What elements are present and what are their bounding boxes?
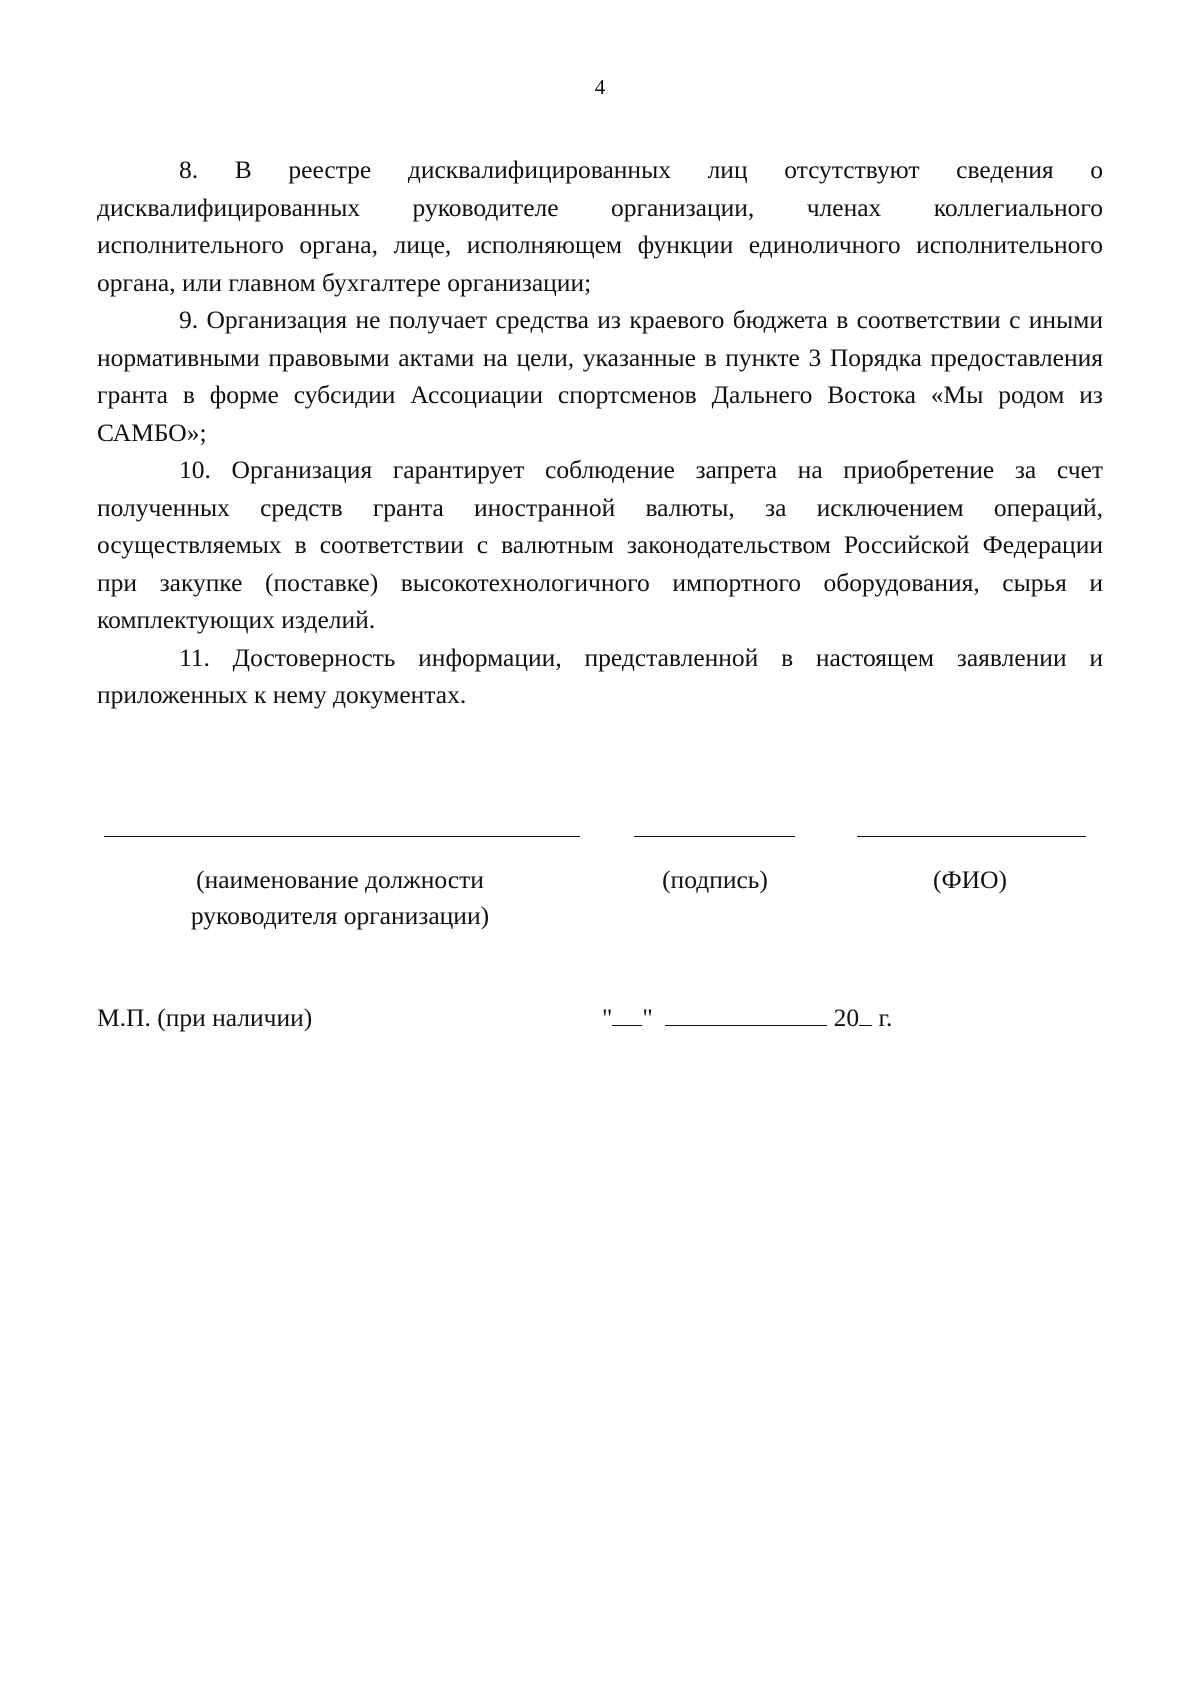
- date-close-quote: ": [642, 1003, 653, 1032]
- date-field: [602, 1003, 892, 1033]
- date-open-quote: ": [602, 1003, 613, 1032]
- paragraph-8: 8. В реестре дисквалифицированных лиц отсутствуют сведения о дисквалифицированных руководителе организации, членах коллегиального исполнительного органа, лице, исполняющем функции единоличного исполнительного органа, или главном бухгалтере организации;: [97, 155, 1103, 297]
- paragraph-10: 10. Организация гарантирует соблюдение запрета на приобретение за счет полученных средств гранта иностранной валюты, за исключением операций, осуществляемых в соответствии с валютным законодательством Российской Федерации при закупке (поставке) высокотехнологичного импортного оборудования, сырья и комплектующих изделий.: [97, 455, 1103, 634]
- year-prefix: 20: [833, 1003, 860, 1032]
- position-caption-line-1: (наименование должности: [196, 865, 484, 894]
- signature-line: [634, 836, 795, 837]
- name-caption: (ФИО): [933, 865, 1007, 894]
- day-blank: [612, 1003, 642, 1026]
- month-blank: [665, 1003, 827, 1026]
- paragraph-9: 9. Организация не получает средства из краевого бюджета в соответствии с иными нормативными правовыми актами на цели, указанные в пункте 3 Порядка предоставления гранта в форме субсидии Ассоциации спортсменов Дальнего Востока «Мы родом из САМБО»;: [97, 305, 1103, 447]
- name-signature-line: [857, 836, 1086, 837]
- year-suffix: г.: [872, 1003, 893, 1032]
- paragraph-11: 11. Достоверность информации, представленной в настоящем заявлении и приложенных к нему документах.: [97, 642, 1103, 709]
- position-caption-line-2: руководителя организации): [190, 901, 490, 930]
- signature-caption: (подпись): [662, 865, 768, 894]
- stamp-label: М.П. (при наличии): [97, 1003, 313, 1032]
- position-caption: [150, 862, 530, 934]
- year-blank: [859, 1003, 872, 1026]
- document-body: [97, 151, 1103, 714]
- position-signature-line: [104, 836, 580, 837]
- page-number: 4: [594, 75, 606, 99]
